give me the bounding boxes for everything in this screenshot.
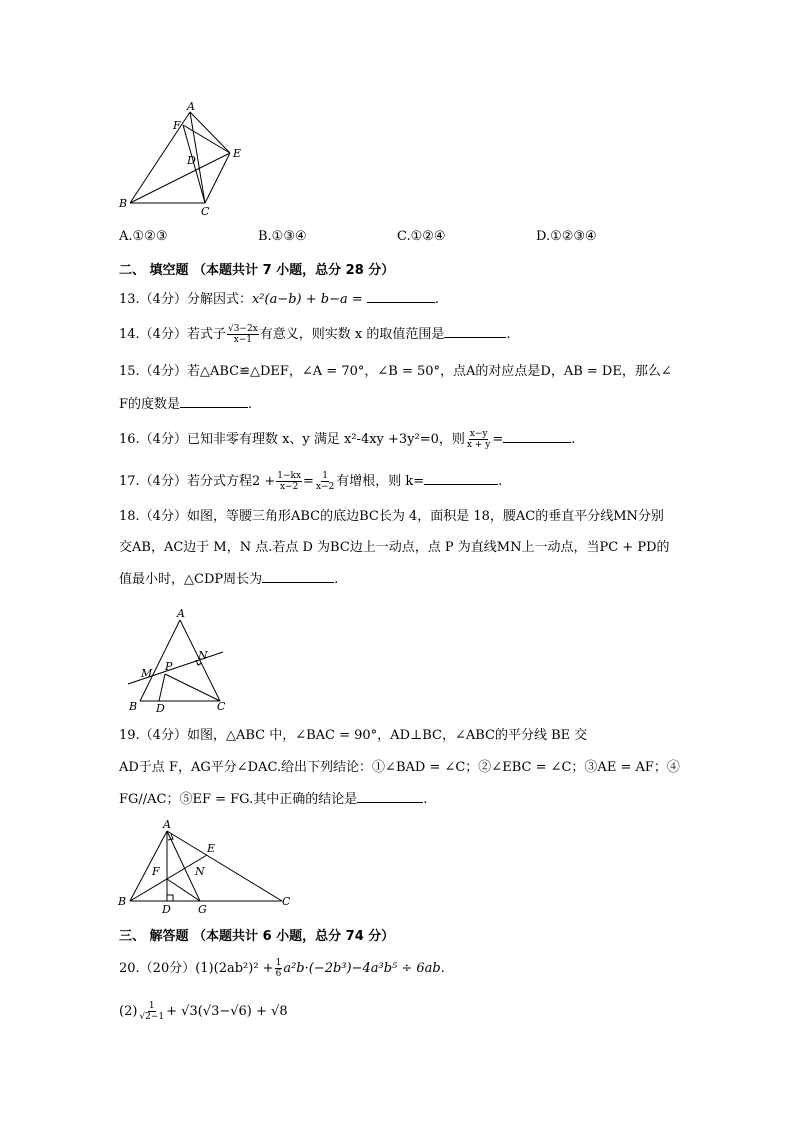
q14-prefix: 14.（4分）若式子 [119, 327, 226, 342]
q16-end: . [571, 432, 576, 447]
section-solution-title: 三、 解答题 （本题共计 6 小题，总分 74 分） [119, 929, 395, 944]
q15-answer-blank[interactable] [180, 393, 248, 408]
label-B: B [118, 895, 127, 908]
label-D: D [156, 702, 165, 715]
label-C: C [282, 895, 291, 908]
label-C: C [217, 700, 226, 713]
q17-frac2-num: 1 [322, 471, 328, 481]
label-E: E [233, 147, 242, 160]
label-N: N [195, 865, 205, 878]
q14-frac-num: √3−2x [227, 324, 258, 334]
q12-option-c: C.①②④ [397, 229, 446, 244]
q14-frac-den: x−1 [233, 335, 253, 345]
label-E: E [207, 842, 216, 855]
q20-frac1-den: 6 [275, 969, 282, 979]
question-19-line2: AD于点 F，AG平分∠DAC.给出下列结论：①∠BAD = ∠C；②∠EBC = ∠C；③AE = AF；④ [119, 760, 680, 775]
question-16 [119, 428, 575, 450]
q18-answer-blank[interactable] [262, 568, 334, 583]
q17-mid: = [303, 474, 314, 489]
q18-line3-text: 值最小时，△CDP周长为 [119, 572, 263, 587]
q13-end: . [434, 292, 440, 307]
q17-fraction-1 [276, 471, 302, 492]
q15-end: . [248, 397, 253, 412]
q20-line2-prefix: (2) [119, 1004, 138, 1019]
question-20-part1 [119, 958, 445, 980]
question-18-line3 [119, 568, 338, 590]
question-19-line3 [119, 788, 427, 810]
label-A: A [187, 100, 195, 113]
q17-prefix: 17.（4分）若分式方程2 + [119, 474, 276, 489]
q16-frac-num: x−y [469, 429, 488, 439]
q16-frac-den: x + y [466, 440, 491, 450]
q20-frac1-num: 1 [275, 958, 282, 968]
q17-suffix: 有增根，则 k= [336, 474, 425, 489]
q12-option-d: D.①②③④ [536, 229, 597, 244]
q12-option-a: A.①②③ [119, 229, 168, 244]
q16-prefix: 16.（4分）已知非零有理数 x、y 满足 x²-4xy +3y²=0，则 [119, 432, 465, 447]
q20-line1-rest: a²b·(−2b³)−4a³b⁵ ÷ 6ab. [283, 961, 445, 976]
q17-fraction-2 [315, 471, 335, 492]
q18-end: . [334, 572, 339, 587]
q19-answer-blank[interactable] [357, 788, 423, 803]
question-13 [119, 288, 439, 310]
q12-option-b: B.①③④ [258, 229, 307, 244]
label-F: F [173, 119, 181, 132]
section-fill-in-title: 二、 填空题 （本题共计 7 小题，总分 28 分） [119, 263, 395, 278]
label-D: D [187, 154, 196, 167]
q13-prefix: 13.（4分）分解因式： [119, 292, 252, 307]
q17-frac1-den: x−2 [279, 482, 299, 492]
question-15-line2 [119, 393, 252, 415]
q16-eq: = [492, 432, 504, 447]
label-A: A [177, 608, 185, 620]
question-15-line1: 15.（4分）若△ABC≌△DEF，∠A = 70°，∠B = 50°，点A的对应点是D，AB = DE，那么∠ [119, 364, 672, 379]
label-B: B [119, 197, 128, 210]
q20-frac2-den: √2−1 [139, 1012, 165, 1022]
q13-answer-blank[interactable] [367, 288, 435, 303]
q16-answer-blank[interactable] [503, 428, 571, 443]
q14-end: . [506, 327, 511, 342]
q17-end: . [498, 474, 503, 489]
label-A: A [163, 818, 171, 831]
q20-frac2-num: 1 [148, 1001, 155, 1011]
label-M: M [141, 667, 153, 680]
q14-answer-blank[interactable] [444, 323, 506, 338]
label-C: C [201, 205, 210, 218]
q16-fraction [466, 429, 491, 450]
figure-q18-isosceles-triangle [120, 608, 240, 718]
q17-frac1-num: 1−kx [277, 471, 302, 481]
q13-expr: x²(a−b) + b−a = [251, 292, 363, 307]
q20-line2-rest: + √3(√3−√6) + √8 [166, 1004, 288, 1019]
label-F: F [152, 865, 160, 878]
question-19-line1: 19.（4分）如图，△ABC 中，∠BAC = 90°，AD⊥BC，∠ABC的平分线 BE 交 [119, 728, 588, 743]
figure-q19-right-triangle [112, 818, 297, 916]
q17-answer-blank[interactable] [424, 470, 498, 485]
q15-line2-text: F的度数是 [119, 397, 181, 412]
question-14 [119, 323, 511, 345]
question-17 [119, 470, 502, 492]
q14-suffix: 有意义，则实数 x 的取值范围是 [259, 327, 445, 342]
q20-line1-prefix: 20.（20分）(1)(2ab²)² + [119, 961, 274, 976]
label-N: N [198, 649, 208, 662]
q19-line3-text: FG//AC；⑤EF = FG.其中正确的结论是 [119, 792, 358, 807]
label-P: P [165, 660, 173, 673]
q19-end: . [423, 792, 428, 807]
label-B: B [129, 700, 138, 713]
label-D: D [162, 903, 171, 916]
q14-fraction [227, 324, 259, 345]
label-G: G [198, 903, 207, 916]
question-18-line1: 18.（4分）如图，等腰三角形ABC的底边BC长为 4，面积是 18，腰AC的垂直平分线MN分别 [119, 509, 664, 524]
question-18-line2: 交AB，AC边于 M，N 点.若点 D 为BC边上一动点，点 P 为直线MN上一动点，当PC + PD的 [119, 540, 670, 555]
question-20-part2 [119, 1001, 288, 1023]
q20-fraction-1 [275, 958, 283, 979]
q17-frac2-den: x−2 [315, 482, 335, 492]
q20-fraction-2 [138, 1001, 165, 1022]
figure-q12-triangle [110, 100, 260, 220]
